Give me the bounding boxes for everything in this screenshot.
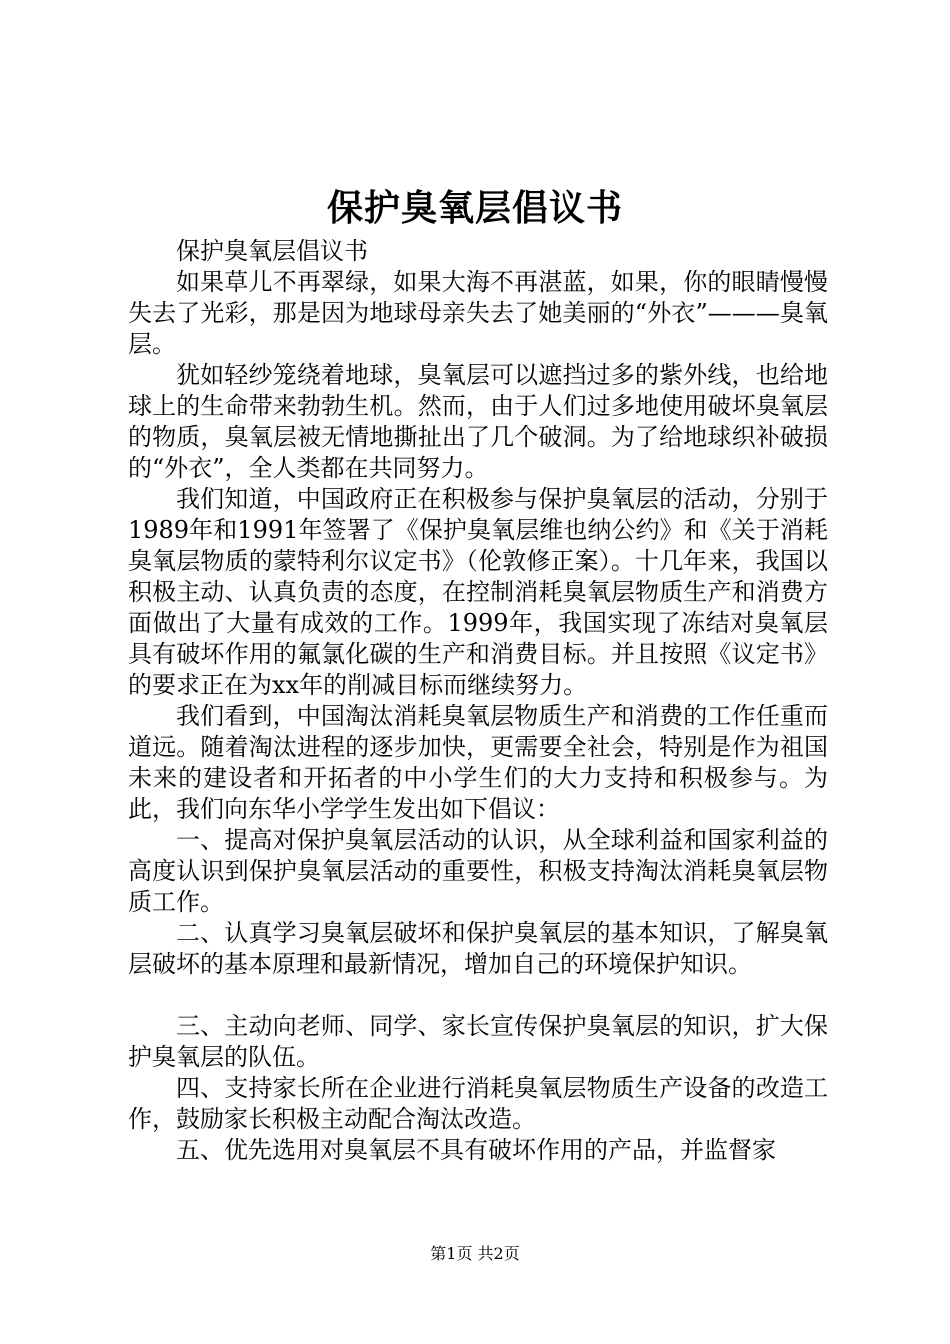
proposal-item-5: 五、优先选用对臭氧层不具有破坏作用的产品，并监督家 (176, 1136, 776, 1164)
paragraph-ozone-role: 犹如轻纱笼绕着地球，臭氧层可以遮挡过多的紫外线，也给地球上的生命带来勃勃生机。然而，由于人们过多地使用破坏臭氧层的物质，臭氧层被无情地撕扯出了几个破洞。为了给地球织补破损的“外衣”，全人类都在共同努力。 (128, 361, 828, 482)
paragraph-call-to-action: 我们看到，中国淘汰消耗臭氧层物质生产和消费的工作任重而道远。随着淘汰进程的逐步加快，更需要全社会，特别是作为祖国未来的建设者和开拓者的中小学生们的大力支持和积极参与。为此，我们向东华小学学生发出如下倡议： (128, 702, 828, 823)
paragraph-china-efforts: 我们知道，中国政府正在积极参与保护臭氧层的活动，分别于1989年和1991年签署了《保护臭氧层维也纳公约》和《关于消耗臭氧层物质的蒙特利尔议定书》（伦敦修正案）。十几年来，我国以积极主动、认真负责的态度，在控制消耗臭氧层物质生产和消费方面做出了大量有成效的工作。1999年，我国实现了冻结对臭氧层具有破坏作用的氟氯化碳的生产和消费目标。并且按照《议定书》的要求正在为xx年的削减目标而继续努力。 (128, 485, 828, 699)
page-title: 保护臭氧层倡议书 (326, 187, 623, 229)
proposal-item-3: 三、主动向老师、同学、家长宣传保护臭氧层的知识，扩大保护臭氧层的队伍。 (128, 1012, 828, 1071)
proposal-item-2: 二、认真学习臭氧层破坏和保护臭氧层的基本知识，了解臭氧层破坏的基本原理和最新情况，增加自己的环境保护知识。 (128, 919, 828, 978)
proposal-item-1: 一、提高对保护臭氧层活动的认识，从全球利益和国家利益的高度认识到保护臭氧层活动的重要性，积极支持淘汰消耗臭氧层物质工作。 (128, 826, 828, 916)
paragraph-subtitle: 保护臭氧层倡议书 (176, 237, 368, 265)
paragraph-intro: 如果草儿不再翠绿，如果大海不再湛蓝，如果，你的眼睛慢慢失去了光彩，那是因为地球母亲失去了她美丽的“外衣”———臭氧层。 (128, 268, 828, 358)
document-body (128, 236, 828, 1166)
proposal-item-4: 四、支持家长所在企业进行消耗臭氧层物质生产设备的改造工作，鼓励家长积极主动配合淘汰改造。 (128, 1074, 828, 1133)
page-number-footer: 第1页 共2页 (430, 1244, 520, 1263)
